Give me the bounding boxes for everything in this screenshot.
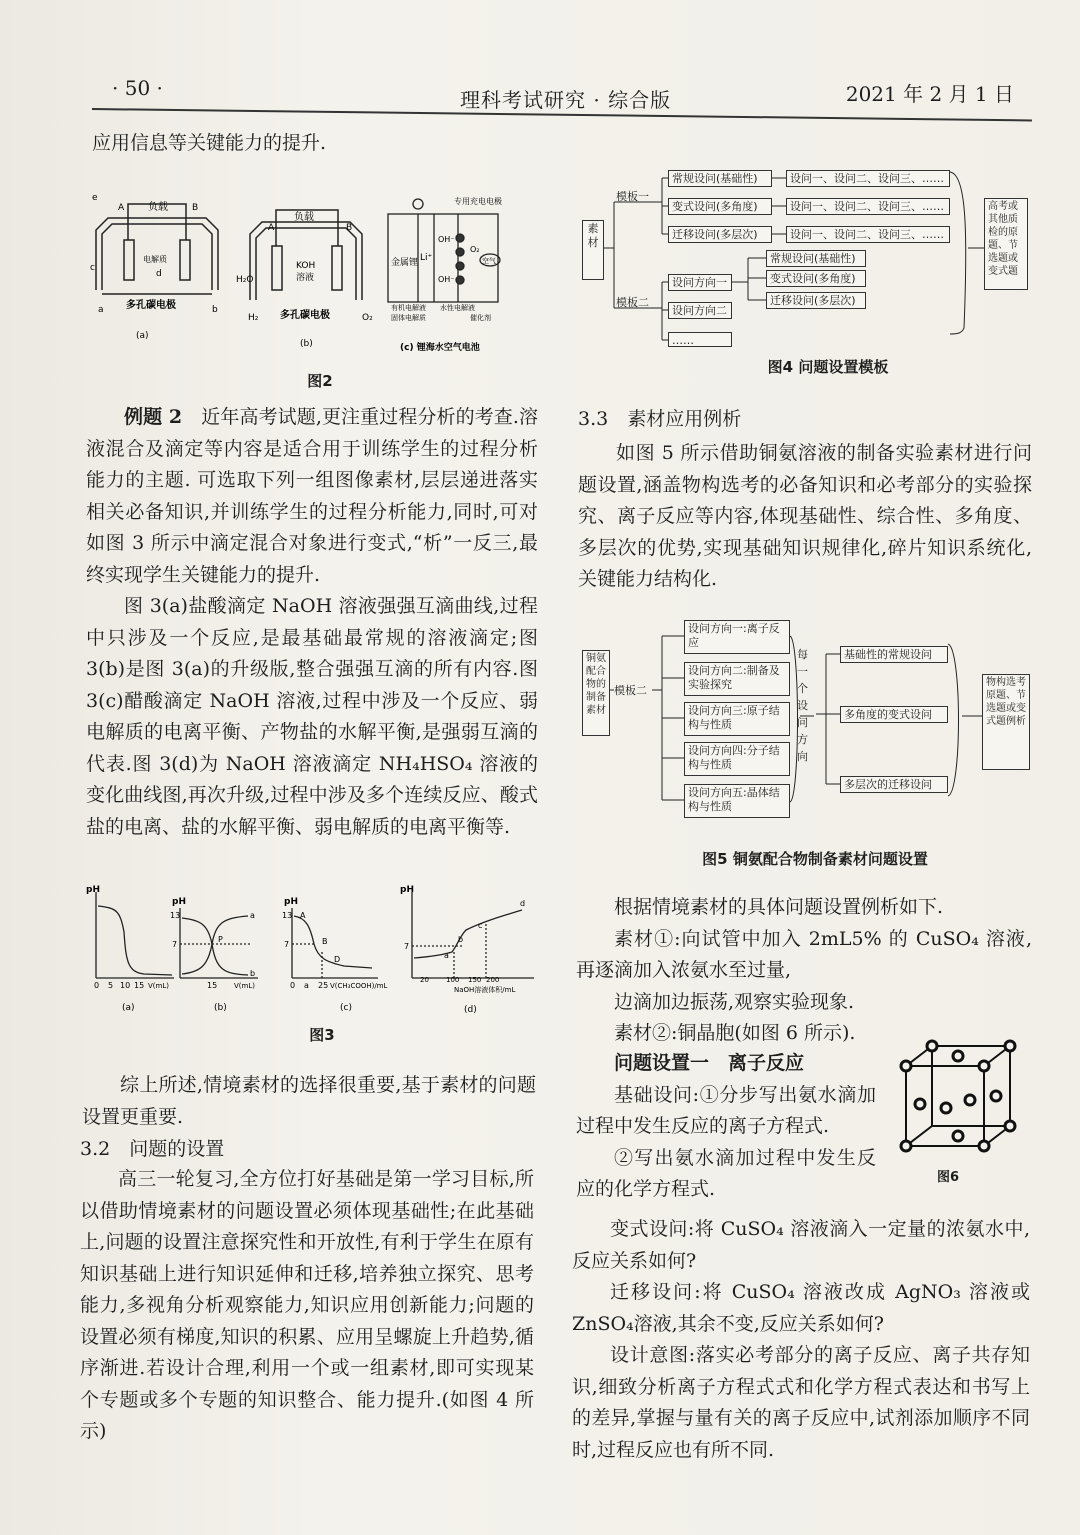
fig2-c-title: 专用充电电极 xyxy=(454,197,502,206)
fig5-direction-4: 设问方向四:分子结构与性质 xyxy=(684,742,790,776)
fig3-c-ylabel: pH xyxy=(284,897,298,907)
fig4-row3: 迁移设问(多层次) xyxy=(668,226,772,243)
page-header xyxy=(92,66,1032,126)
fig2-a-A: A xyxy=(118,203,125,213)
fig2-a-B: B xyxy=(192,203,199,213)
fig4-row3-questions: 设问一、设问二、设问三、…… xyxy=(786,226,950,243)
fig3-b-y7: 7 xyxy=(172,940,178,949)
fig2-c-oh2: OH⁻ xyxy=(438,275,455,284)
fig3-paragraph: 图 3(a)盐酸滴定 NaOH 溶液强强互滴曲线,过程中只涉及一个反应,是最基础最常规的溶液滴定;图 3(b)是图 3(a)的升级版,整合强强互滴的所有内容.图 3(c)醋酸滴定 NaOH 溶液,过程中涉及一个反应、弱电解质的电离平衡、产物盐的水解平衡,是强弱互滴的代表.图 3(d)为 NaOH 溶液滴定 NH₄HSO₄ 溶液的变化曲线图,再次升级,过程中涉及多个连续反应、酸式盐的电离、盐的水解平衡、弱电解质的电离平衡等. xyxy=(86,595,538,838)
fig2-a-label: (a) xyxy=(136,331,149,341)
materials-intro: 根据情境素材的具体问题设置例析如下. xyxy=(614,896,944,918)
fig3-d-b: b xyxy=(458,935,464,944)
fig3-d-a: a xyxy=(444,951,449,960)
fig5-each-direction: 每一个设问方向 xyxy=(797,648,808,763)
fig2-b-koh: KOH xyxy=(296,261,316,271)
transfer-question: 迁移设问:将 CuSO₄ 溶液改成 AgNO₃ 溶液或 ZnSO₄溶液,其余不变,反应关系如何? xyxy=(572,1281,1030,1335)
fig6-caption: 图6 xyxy=(936,1170,960,1185)
fig2-b-A: A xyxy=(268,223,275,233)
section-3-2-heading: 3.2 问题的设置 xyxy=(80,1138,225,1160)
fig3-c-B: B xyxy=(322,937,328,946)
fig2-b-B: B xyxy=(346,223,353,233)
summary-text: 综上所述,情境素材的选择很重要,基于素材的问题设置更重要. xyxy=(82,1074,536,1128)
intro-line: 应用信息等关键能力的提升. xyxy=(92,132,327,154)
fig5-direction-3: 设问方向三:原子结构与性质 xyxy=(684,702,790,736)
fig3-c-o: 0 xyxy=(290,981,296,990)
fig4-row2: 变式设问(多角度) xyxy=(668,198,772,215)
fig3-a-tick: V(mL) xyxy=(148,982,169,990)
fig5-caption: 图5 铜氨配合物制备素材问题设置 xyxy=(702,850,928,868)
fig3-d-d: d xyxy=(520,899,526,908)
fig4-sub-1: 常规设问(基础性) xyxy=(766,250,866,267)
fig3-b-x15: 15 xyxy=(207,981,218,990)
fig2-b-sol: 溶液 xyxy=(296,273,315,283)
design-intent: 设计意图:落实必考部分的离子反应、离子共存知识,细致分析离子方程式式和化学方程式表达和书写上的差异,掌握与量有关的离子反应中,试剂添加顺序不同时,过程反应也有所不同. xyxy=(572,1344,1030,1461)
fig2-a-c: c xyxy=(90,263,95,273)
fig4-sub-3: 迁移设问(多层次) xyxy=(766,292,866,309)
figure-3 xyxy=(82,882,542,1022)
fig5-material: 铜氨配合物的制备素材 xyxy=(582,650,610,736)
fig3-b-b: b xyxy=(250,969,256,978)
fig3-d-tick: 100 xyxy=(446,976,460,984)
fig3-a-ylabel: pH xyxy=(86,885,100,895)
fig2-b-electrode: 多孔碳电极 xyxy=(280,310,330,321)
variant-question: 变式设问:将 CuSO₄ 溶液滴入一定量的浓氨水中,反应关系如何? xyxy=(572,1218,1030,1272)
fig2-b-o2: O₂ xyxy=(362,313,373,323)
fig3-caption: 图3 xyxy=(309,1026,335,1044)
fig5-right-box: 物构选考原题、节选题或变式题例析 xyxy=(982,674,1030,770)
fig2-b-label: (b) xyxy=(300,339,313,349)
fig4-row2-questions: 设问一、设问二、设问三、…… xyxy=(786,198,950,215)
section-3-3-heading: 3.3 素材应用例析 xyxy=(578,408,742,430)
fig4-direction-more: …… xyxy=(668,332,732,347)
fig2-a-a: a xyxy=(98,305,104,315)
fig3-b-ylabel: pH xyxy=(172,897,186,907)
fig4-row1-questions: 设问一、设问二、设问三、…… xyxy=(786,170,950,187)
fig4-direction-1: 设问方向一 xyxy=(668,274,732,291)
example2-paragraph xyxy=(86,402,538,843)
fig3-b-a: a xyxy=(250,911,255,920)
fig4-template-2: 模板二 xyxy=(616,296,649,309)
fig2-a-e: e xyxy=(92,193,98,203)
fig2-c-label: (c) 锂海水空气电池 xyxy=(400,343,480,353)
fig2-a-electrode: 多孔碳电极 xyxy=(126,300,176,311)
material-1-cont: 边滴加边振荡,观察实验现象. xyxy=(614,990,855,1013)
figure-5 xyxy=(578,618,1034,828)
fig3-d-ylabel: pH xyxy=(400,885,414,895)
figure-6 xyxy=(896,1036,1026,1166)
question-block-2 xyxy=(572,1214,1030,1466)
fig3-c-xunit: V(CH₃COOH)/mL xyxy=(330,982,388,990)
section-3-3-paragraph xyxy=(578,438,1032,596)
fig2-a xyxy=(96,204,218,294)
fig2-c-o2: O₂ xyxy=(470,245,480,254)
fig3-c-y13: 13 xyxy=(282,911,293,920)
fig3-d-tick: 20 xyxy=(420,976,429,984)
section-3-2-text: 高三一轮复习,全方位打好基础是第一学习目标,所以借助情境素材的问题设置必须体现基础性;在此基础上,问题的设置注意探究性和开放性,有利于学生在原有知识基础上进行知识延伸和迁移,培养独立探究、思考能力,多视角分析观察能力,知识应用创新能力;问题的设置必须有梯度,知识的积累、应用呈螺旋上升趋势,循序渐进.若设计合理,利用一个或一组素材,即可实现某个专题或多个专题的知识整合、能力提升.(如图 4 所示) xyxy=(80,1168,534,1442)
materials-block xyxy=(576,892,1032,1050)
fig2-c-aqueous: 水性电解液 xyxy=(440,304,475,312)
fig2-b-load: 负载 xyxy=(294,212,314,223)
journal-name: 理科考试研究 · 综合版 xyxy=(460,88,672,112)
fig2-c-metal: 金属锂 xyxy=(391,258,419,268)
fig2-c xyxy=(388,199,500,302)
page-number: · 50 · xyxy=(112,76,163,100)
fig4-caption: 图4 问题设置模板 xyxy=(767,358,889,376)
fig2-b-h2o: H₂O xyxy=(236,275,254,285)
fig2-a-electrolyte: 电解质 xyxy=(143,255,167,264)
figure-2 xyxy=(88,190,508,365)
fig3-a-tick: 15 xyxy=(134,981,145,990)
fig3-b-xunit: V(mL) xyxy=(234,982,255,990)
fig2-c-solid: 固体电解质 xyxy=(391,314,426,322)
fig3-c-y7: 7 xyxy=(284,940,290,949)
fig3-d-tick: 150 xyxy=(468,976,482,984)
fig3-d-tick: 200 xyxy=(486,976,500,984)
question-block-1 xyxy=(576,1048,876,1206)
material-1: 素材①:向试管中加入 2mL5% 的 CuSO₄ 溶液,再逐滴加入浓氨水至过量, xyxy=(576,927,1032,981)
fig4-direction-2: 设问方向二 xyxy=(668,302,732,319)
fig4-sub-2: 变式设问(多角度) xyxy=(766,270,866,287)
fig2-c-catalyst: 催化剂 xyxy=(470,314,491,322)
fig3-c-x25: 25 xyxy=(318,981,329,990)
question-set-title: 问题设置一 离子反应 xyxy=(614,1052,805,1074)
fig2-c-oh1: OH⁻ xyxy=(438,235,455,244)
fig3-d-y7: 7 xyxy=(404,942,410,951)
figure-4 xyxy=(578,158,1034,348)
fig4-material: 素材 xyxy=(582,220,604,280)
issue-date: 2021 年 2 月 1 日 xyxy=(845,82,1014,106)
fig2-b-h2: H₂ xyxy=(248,313,259,323)
fig3-d-label: (d) xyxy=(464,1005,477,1015)
fig5-type-2: 多角度的变式设问 xyxy=(840,706,948,723)
example2-text: 近年高考试题,更注重过程分析的考查.溶液混合及滴定等内容是适合用于训练学生的过程分析能力的主题. 可选取下列一组图像素材,层层递进落实相关必备知识,并训练学生的过程分析能力,同时,可对如图 3 所示中滴定混合对象进行变式,“析”一反三,最终实现学生关键能力的提升. xyxy=(86,406,538,586)
fig5-template: 模板二 xyxy=(614,684,647,697)
fig2-c-org: 有机电解液 xyxy=(391,304,426,312)
fig3-d-xunit: NaOH溶液体积/mL xyxy=(454,986,516,994)
fig3-b-y13: 13 xyxy=(170,911,181,920)
summary-paragraph xyxy=(82,1070,536,1133)
fig3-c-A: A xyxy=(300,911,306,920)
fig4-template-1: 模板一 xyxy=(616,190,649,203)
fig3-a-label: (a) xyxy=(122,1003,135,1013)
fig2-a-d: d xyxy=(156,269,162,279)
fig5-type-3: 多层次的迁移设问 xyxy=(840,776,948,793)
basic-question-1: 基础设问:①分步写出氨水滴加过程中发生反应的离子方程式. xyxy=(576,1083,876,1137)
fig2-c-air: 空气 xyxy=(482,257,496,265)
fig5-type-1: 基础性的常规设问 xyxy=(840,646,948,663)
fig4-row1: 常规设问(基础性) xyxy=(668,170,772,187)
fig3-a-tick: 5 xyxy=(108,981,114,990)
fig2-a-load: 负载 xyxy=(148,202,168,213)
basic-question-2: ②写出氨水滴加过程中发生反应的化学方程式. xyxy=(576,1146,876,1200)
fig3-d-c: c xyxy=(478,921,483,930)
fig3-b-label: (b) xyxy=(214,1003,227,1013)
example2-label: 例题 2 xyxy=(124,406,183,428)
fig3-a-tick: 10 xyxy=(120,981,131,990)
section-3-2-paragraph xyxy=(80,1164,534,1448)
fig4-right-box: 高考或其他质检的原题、节选题或变式题 xyxy=(984,198,1028,290)
fig3-b-p: P xyxy=(218,935,223,944)
section-3-3-text: 如图 5 所示借助铜氨溶液的制备实验素材进行问题设置,涵盖物构选考的必备知识和必考部分的实验探究、离子反应等内容,体现基础性、综合性、多角度、多层次的优势,实现基础知识规律化,碎片知识系统化,关键能力结构化. xyxy=(578,442,1032,590)
material-2: 素材②:铜晶胞(如图 6 所示). xyxy=(614,1022,856,1044)
fig5-direction-5: 设问方向五:晶体结构与性质 xyxy=(684,784,790,818)
fig2-c-li: Li⁺ xyxy=(420,253,433,263)
fig2-a-b: b xyxy=(212,305,218,315)
fig2-caption: 图2 xyxy=(307,372,333,390)
fig3-a-tick: 0 xyxy=(94,981,100,990)
fig3-c-a: a xyxy=(304,981,309,990)
fig3-c-D: D xyxy=(334,955,341,964)
fig5-direction-2: 设问方向二:制备及实验探究 xyxy=(684,662,790,696)
fig3-c-label: (c) xyxy=(340,1003,352,1013)
fig5-direction-1: 设问方向一:离子反应 xyxy=(684,620,790,654)
